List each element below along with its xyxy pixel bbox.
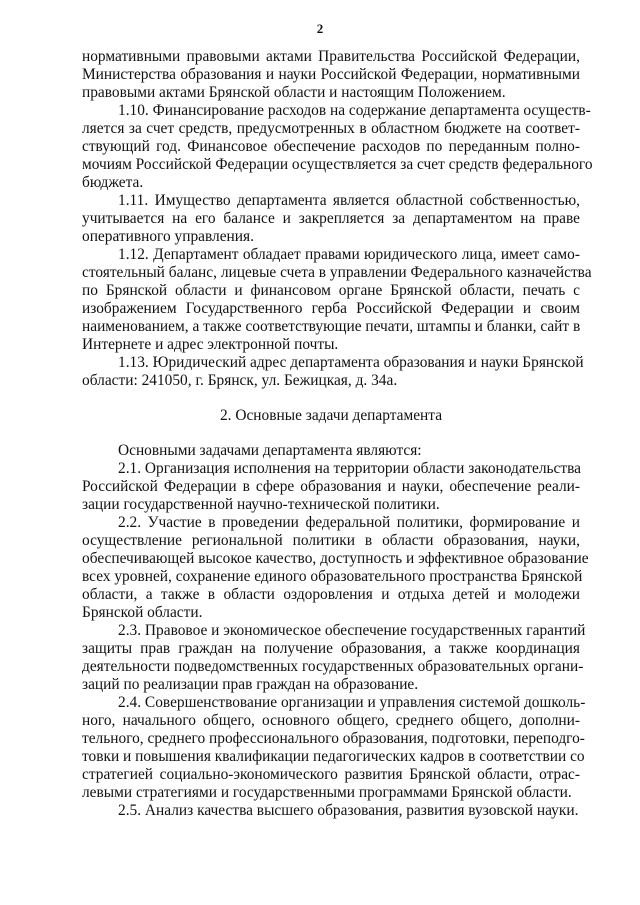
text-line: деятельности подведомственных государственных образовательных органи- xyxy=(82,658,584,675)
text-line: 2.3. Правовое и экономическое обеспечение государственных гарантий xyxy=(118,622,586,639)
text-line: ствующий год. Финансовое обеспечение расходов по переданным полно- xyxy=(82,138,580,155)
text-line: обеспечивающей высокое качество, доступность и эффективное образование xyxy=(82,550,589,567)
text-line: бюджета. xyxy=(82,174,144,191)
text-line: нормативными правовыми актами Правительства Российской Федерации, xyxy=(82,48,580,65)
text-line: Российской Федерации в сфере образования и науки, обеспечение реали- xyxy=(82,478,580,495)
text-line: заций по реализации прав граждан на образование. xyxy=(82,676,419,693)
text-line: по Брянской области и финансовом органе Брянской области, печать с xyxy=(82,282,580,299)
text-line: оперативного управления. xyxy=(82,228,254,245)
text-line: тельного, среднего профессионального образования, подготовки, переподго- xyxy=(82,730,585,747)
text-line: 2.4. Совершенствование организации и управления системой дошколь- xyxy=(118,694,586,711)
text-line: области: 241050, г. Брянск, ул. Бежицкая, д. 34а. xyxy=(82,372,398,389)
text-line: правовыми актами Брянской области и настоящим Положением. xyxy=(82,84,506,101)
text-line: осуществление региональной политики в области образования, науки, xyxy=(82,532,580,549)
text-line: товки и повышения квалификации педагогических кадров в соответствии со xyxy=(82,748,585,765)
text-line: всех уровней, сохранение единого образовательного пространства Брянской xyxy=(82,568,583,585)
text-line: Брянской области. xyxy=(82,604,203,621)
page-number: 2 xyxy=(316,21,324,36)
text-line: защиты прав граждан на получение образования, а также координация xyxy=(82,640,580,657)
text-line: области, а также в области оздоровления и отдыха детей и молодежи xyxy=(82,586,580,603)
text-line: 2.2. Участие в проведении федеральной политики, формирование и xyxy=(118,514,580,531)
text-line: стоятельный баланс, лицевые счета в управлении Федерального казначейства xyxy=(82,264,592,281)
text-line: зации государственной научно-технической политики. xyxy=(82,496,440,513)
text-line: 1.10. Финансирование расходов на содержание департамента осуществ- xyxy=(118,102,591,119)
text-line: 2.5. Анализ качества высшего образования, развития вузовской науки. xyxy=(118,802,579,819)
section-heading: 2. Основные задачи департамента xyxy=(219,407,443,424)
text-line: Министерства образования и науки Российской Федерации, нормативными xyxy=(82,66,580,83)
text-line: стратегией социально-экономического развития Брянской области, отрас- xyxy=(82,766,580,783)
text-line: изображением Государственного герба Российской Федерации и своим xyxy=(82,300,580,317)
text-line: 1.11. Имущество департамента является областной собственностью, xyxy=(118,192,580,209)
text-line: ляется за счет средств, предусмотренных в областном бюджете на соответ- xyxy=(82,120,580,137)
text-line: ного, начального общего, основного общего, среднего общего, дополни- xyxy=(82,712,580,729)
text-line: учитывается на его балансе и закрепляется за департаментом на праве xyxy=(82,210,580,227)
text-line: мочиям Российской Федерации осуществляется за счет средств федерального xyxy=(82,156,593,173)
document-body xyxy=(82,48,593,820)
text-line: Основными задачами департамента являются: xyxy=(118,442,422,459)
text-line: 1.12. Департамент обладает правами юридического лица, имеет само- xyxy=(118,246,580,263)
text-line: 1.13. Юридический адрес департамента образования и науки Брянской xyxy=(118,354,584,371)
text-line: левыми стратегиями и государственными программами Брянской области. xyxy=(82,784,572,801)
text-line: 2.1. Организация исполнения на территории области законодательства xyxy=(118,460,582,477)
text-line: наименованием, а также соответствующие печати, штампы и бланки, сайт в xyxy=(82,318,581,335)
text-line: Интернете и адрес электронной почты. xyxy=(82,336,339,353)
